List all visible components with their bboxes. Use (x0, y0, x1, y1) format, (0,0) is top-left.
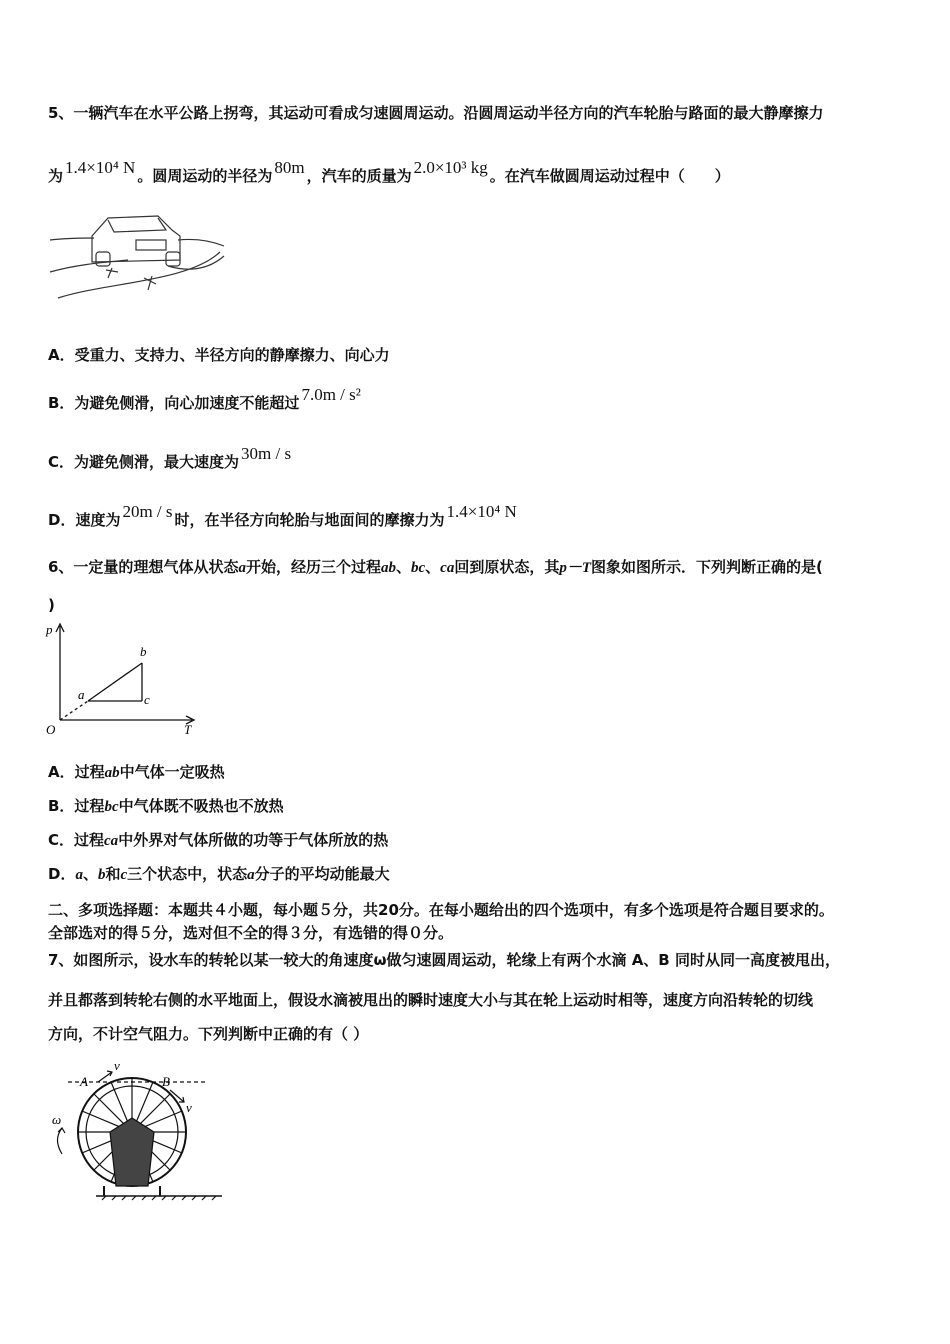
q7-stem-line1: 7、如图所示，设水车的转轮以某一较大的角速度ω做匀速圆周运动，轮缘上有两个水滴 A、B 同时从同一高度被甩出， (48, 951, 840, 969)
dashed-extension (60, 701, 88, 720)
q6-option-var: a (75, 867, 83, 883)
q5-option-d-speed: 20m / s (122, 502, 173, 521)
q5-text: 。在汽车做圆周运动过程中（ ） (489, 167, 730, 185)
q6-text: 、 (425, 558, 441, 576)
q7-waterwheel-figure (48, 1058, 226, 1202)
q7-stem-line3: 方向，不计空气阻力。下列判断中正确的有（ ） (48, 1025, 369, 1043)
q6-var: bc (410, 560, 426, 576)
label-velocity-b: v (186, 1100, 192, 1115)
q5-car-figure (48, 212, 228, 304)
q5-option-a: A．受重力、支持力、半径方向的静摩擦力、向心力 (48, 346, 390, 364)
q5-text: 。圆周运动的半径为 (137, 167, 273, 185)
q6-text: 图象如图所示．下列判断正确的是( (591, 558, 823, 576)
q5-option-b-text: B．为避免侧滑，向心加速度不能超过 (48, 394, 300, 412)
q5-option-d-text: D．速度为 (48, 511, 121, 529)
q6-option-text: C．过程 (48, 831, 105, 849)
q6-option-d (48, 864, 390, 885)
q6-option-text: 三个状态中，状态 (127, 865, 248, 883)
q5-option-c-text: C．为避免侧滑，最大速度为 (48, 453, 240, 471)
q6-text: 、 (395, 558, 411, 576)
origin-label: O (46, 722, 56, 737)
q6-var: ab (380, 560, 396, 576)
q6-option-text: B．过程 (48, 797, 105, 815)
label-velocity-a: v (114, 1058, 120, 1073)
q6-option-text: 中外界对气体所做的功等于气体所放的热 (118, 831, 389, 849)
q6-option-text: 中气体一定吸热 (119, 763, 225, 781)
point-a-label: a (78, 687, 85, 702)
q6-text: 6、一定量的理想气体从状态 (48, 558, 239, 576)
process-ab (88, 663, 142, 701)
q5-option-b (48, 385, 363, 413)
axis-label-T: T (184, 722, 192, 737)
q6-option-text: 和 (105, 865, 121, 883)
q5-option-b-value: 7.0m / s² (301, 385, 361, 404)
q6-option-text: 中气体既不吸热也不放热 (118, 797, 284, 815)
q5-option-d (48, 502, 519, 530)
point-b-label: b (140, 644, 147, 659)
q5-option-c-value: 30m / s (241, 444, 292, 463)
q6-text: 开始，经历三个过程 (245, 558, 381, 576)
q5-option-c (48, 444, 293, 472)
q5-stem-line2 (48, 158, 730, 186)
label-A: A (80, 1074, 88, 1089)
q5-mass: 2.0×10³ kg (413, 158, 488, 177)
q6-option-var: b (97, 867, 106, 883)
q6-option-var: ca (104, 833, 119, 849)
q5-radius: 80m (274, 158, 305, 177)
q6-option-a (48, 762, 225, 783)
q6-text: 回到原状态，其 (454, 558, 560, 576)
q6-option-text: 、 (82, 865, 98, 883)
q6-var: a (238, 560, 246, 576)
q6-var: ca (440, 560, 455, 576)
point-c-label: c (144, 692, 150, 707)
q6-option-var: bc (104, 799, 119, 815)
q6-option-var: c (120, 867, 128, 883)
q6-option-var: a (247, 867, 255, 883)
q6-var: p－T (559, 560, 592, 576)
label-B: B (162, 1074, 170, 1089)
section2-heading-line1: 二、多项选择题：本题共４小题，每小题５分，共20分。在每小题给出的四个选项中，有多个选项是符合题目要求的。 (48, 901, 834, 919)
q6-stem (48, 557, 823, 578)
wheel-hub (110, 1118, 154, 1186)
q5-stem-line1: 5、一辆汽车在水平公路上拐弯，其运动可看成匀速圆周运动。沿圆周运动半径方向的汽车轮胎与路面的最大静摩擦力 (48, 104, 824, 122)
q6-stem-close: ) (48, 596, 55, 614)
q5-option-d-text: 时，在半径方向轮胎与地面间的摩擦力为 (174, 511, 445, 529)
q5-option-d-force: 1.4×10⁴ N (446, 502, 517, 521)
q6-option-text: D． (48, 865, 76, 883)
q6-option-c (48, 830, 388, 851)
section2-heading-line2: 全部选对的得５分，选对但不全的得３分，有选错的得０分。 (48, 924, 454, 942)
q6-option-text: A．过程 (48, 763, 105, 781)
q5-text: ，汽车的质量为 (306, 167, 412, 185)
q6-pT-graph (42, 620, 202, 738)
velocity-a-arrow-icon (98, 1072, 112, 1082)
q6-option-text: 分子的平均动能最大 (254, 865, 390, 883)
q6-option-var: ab (104, 765, 120, 781)
label-omega: ω (52, 1112, 62, 1127)
q5-max-friction: 1.4×10⁴ N (65, 158, 136, 177)
axis-label-p: p (46, 622, 53, 637)
q7-stem-line2: 并且都落到转轮右侧的水平地面上，假设水滴被甩出的瞬时速度大小与其在轮上运动时相等，速度方向沿转轮的切线 (48, 991, 814, 1009)
q5-text: 为 (48, 167, 64, 185)
q6-option-b (48, 796, 284, 817)
